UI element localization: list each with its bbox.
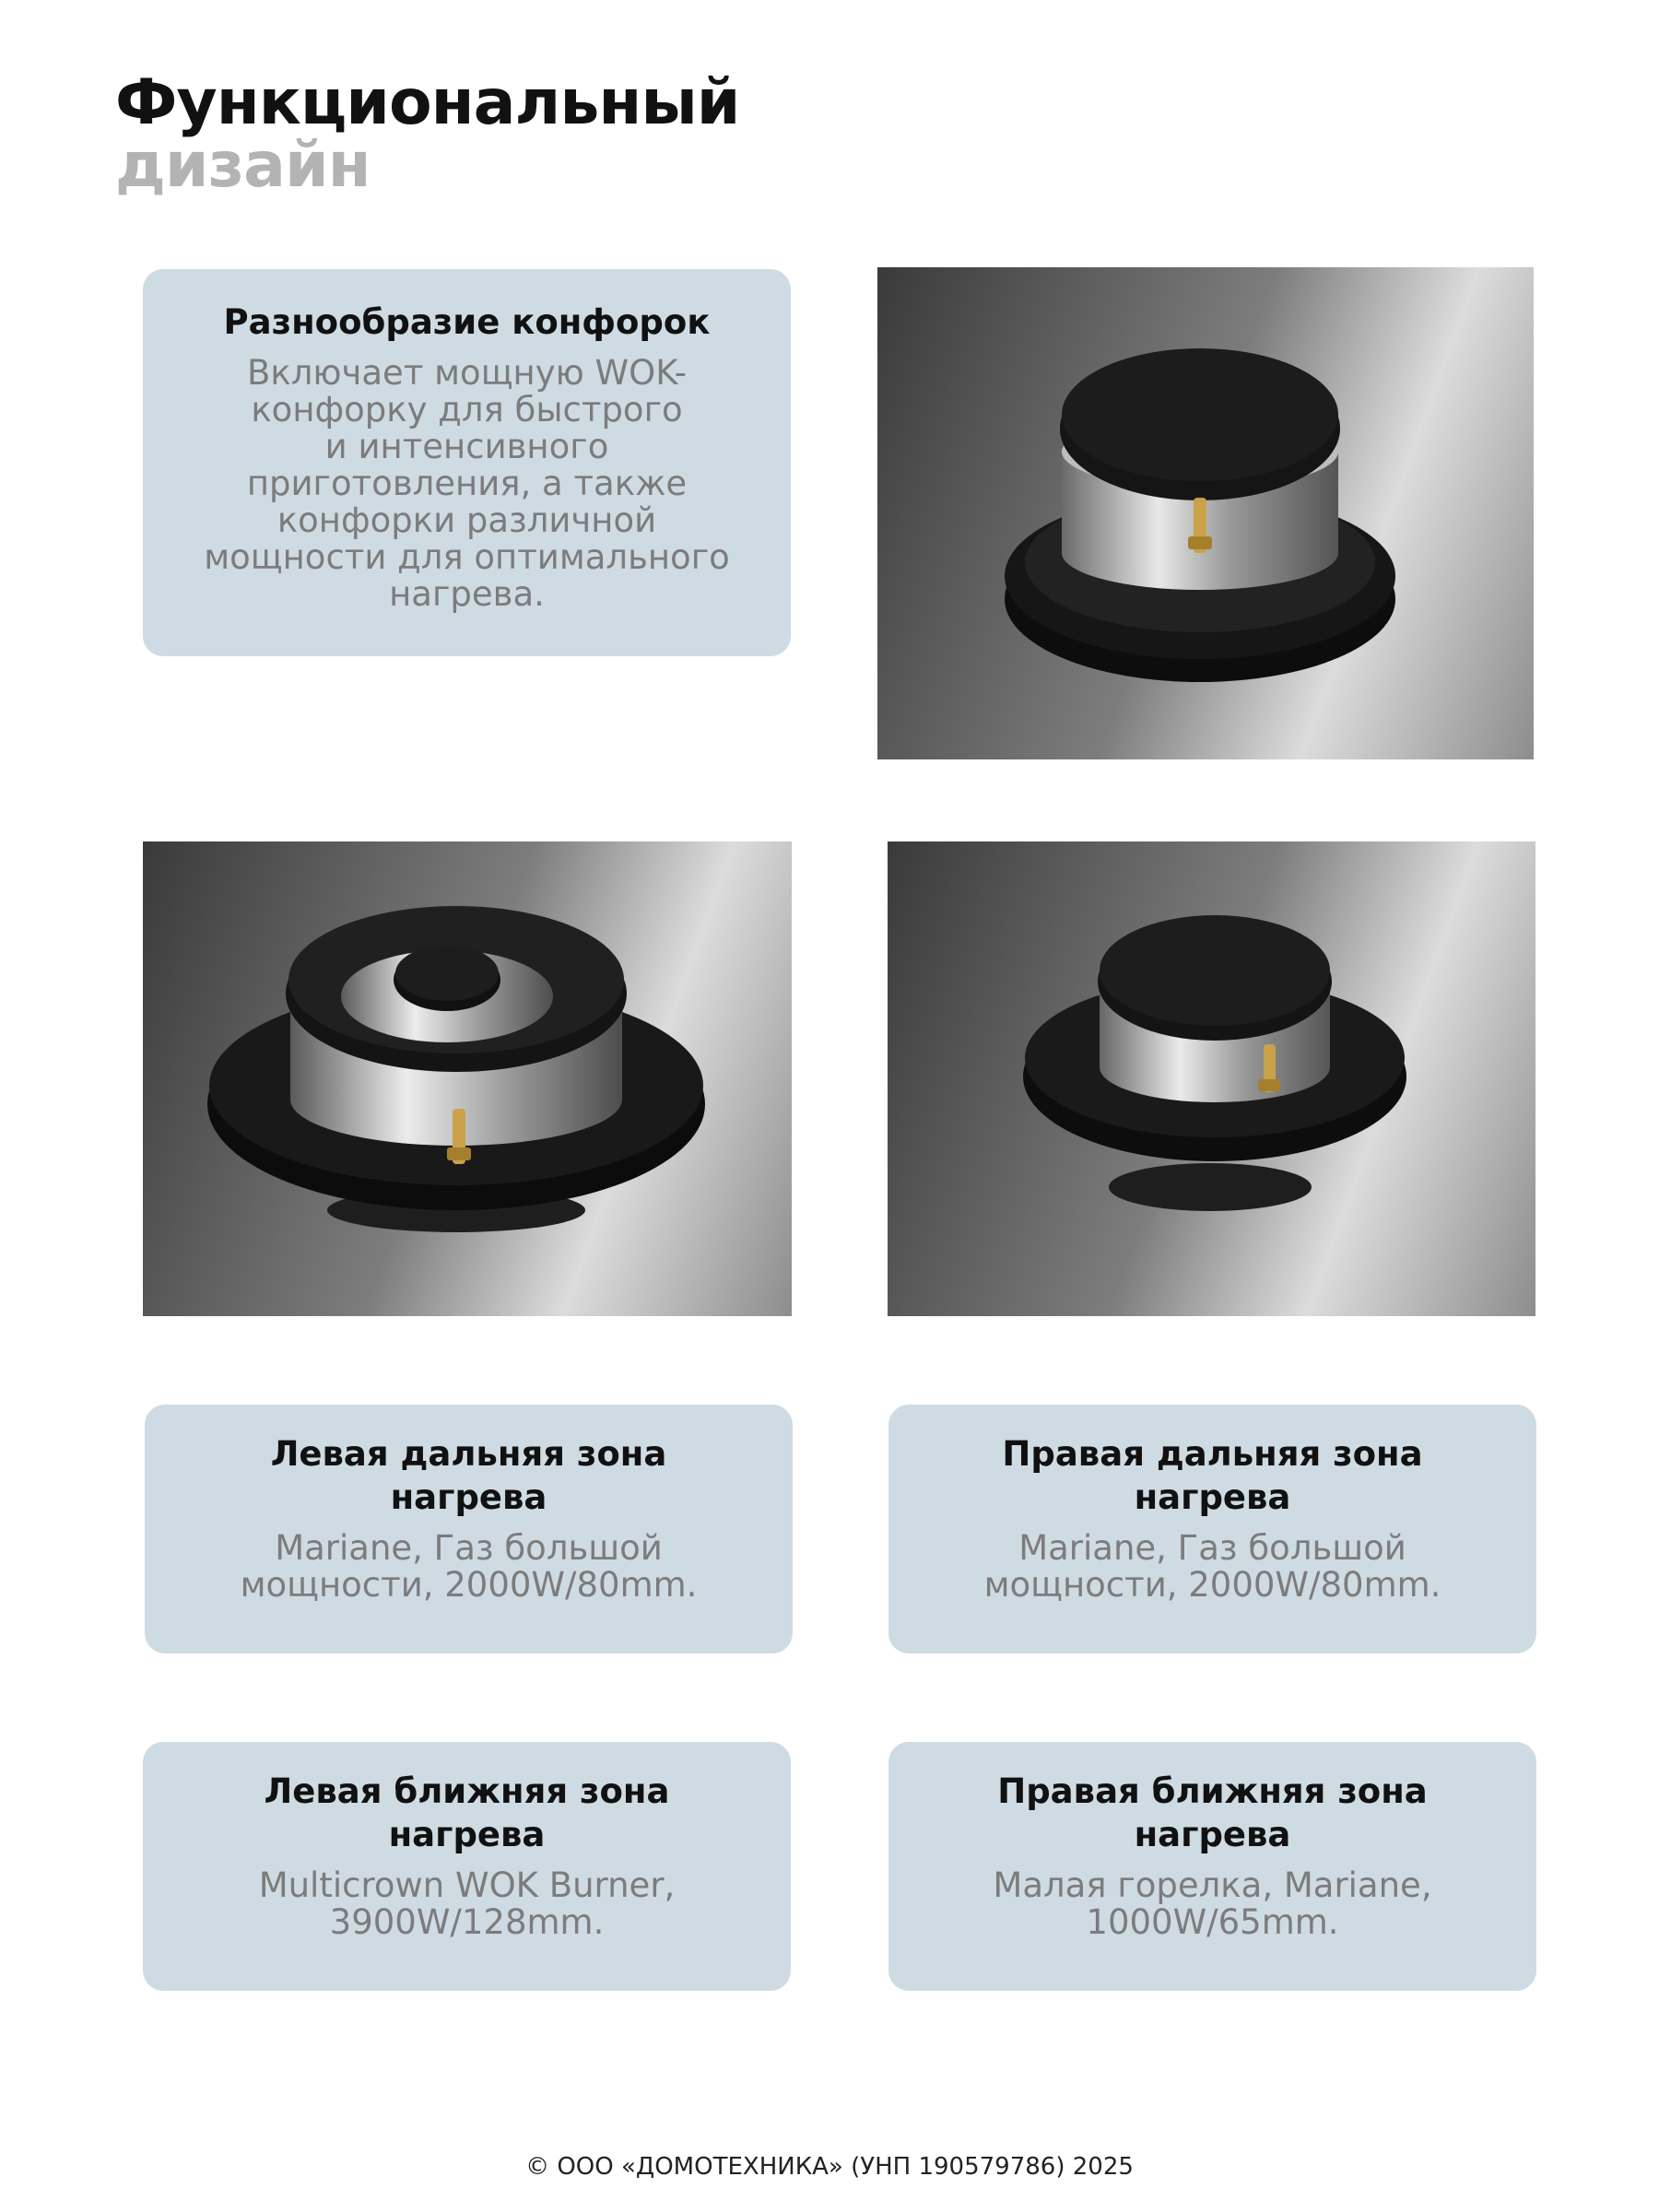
zone-title-line: Правая дальняя зона	[1002, 1434, 1423, 1474]
burner-large-photo	[877, 267, 1534, 759]
zone-description-line: Multicrown WOK Burner,	[258, 1865, 676, 1905]
zone-title	[161, 1770, 772, 1856]
intro-line: и интенсивного	[324, 427, 609, 466]
zone-card-left-near	[143, 1742, 791, 1991]
burner-small-photo	[888, 841, 1535, 1316]
intro-line: конфорки различной	[276, 500, 657, 540]
zone-title-line: Левая дальняя зона	[270, 1434, 667, 1474]
zone-description-line: Mariane, Газ большой	[1018, 1528, 1406, 1568]
zone-card-right-near	[888, 1742, 1536, 1991]
gas-burner-icon	[877, 267, 1534, 759]
intro-card-heading: Разнообразие конфорок	[223, 302, 711, 342]
zone-description	[163, 1530, 774, 1604]
zone-title-line: нагрева	[1134, 1477, 1291, 1517]
wok-burner-icon	[143, 841, 792, 1316]
zone-description-line: Малая горелка, Mariane,	[993, 1865, 1432, 1905]
intro-line: Включает мощную WOK-	[247, 353, 687, 393]
page-title	[115, 66, 740, 202]
intro-line: мощности для оптимального	[204, 537, 730, 577]
intro-line: приготовления, а также	[246, 464, 688, 503]
zone-title-line: Правая ближняя зона	[997, 1771, 1428, 1811]
zone-title-line: нагрева	[388, 1815, 546, 1854]
zone-description	[907, 1867, 1518, 1941]
zone-title-line: Левая ближняя зона	[264, 1771, 670, 1811]
zone-description-line: мощности, 2000W/80mm.	[983, 1565, 1441, 1605]
zone-description-line: мощности, 2000W/80mm.	[240, 1565, 698, 1605]
page-title-line1: Функциональный	[115, 66, 740, 139]
footer-copyright: © ООО «ДОМОТЕХНИКА» (УНП 190579786) 2025	[525, 2153, 1134, 2181]
gas-burner-icon	[888, 841, 1535, 1316]
zone-title	[907, 1432, 1518, 1519]
zone-description-line: Mariane, Газ большой	[275, 1528, 663, 1568]
zone-description-line: 1000W/65mm.	[1086, 1902, 1339, 1942]
intro-card-text	[171, 355, 763, 613]
zone-card-right-far	[888, 1405, 1536, 1653]
zone-title	[907, 1770, 1518, 1856]
intro-line: конфорку для быстрого	[251, 390, 683, 429]
burner-wok-photo	[143, 841, 792, 1316]
zone-title-line: нагрева	[1134, 1815, 1291, 1854]
zone-title-line: нагрева	[390, 1477, 547, 1517]
zone-description	[907, 1530, 1518, 1604]
page-title-line2: дизайн	[115, 129, 371, 202]
intro-card	[143, 269, 791, 656]
zone-card-left-far	[145, 1405, 793, 1653]
zone-description-line: 3900W/128mm.	[329, 1902, 605, 1942]
zone-title	[163, 1432, 774, 1519]
intro-line: нагрева.	[389, 574, 545, 614]
zone-description	[161, 1867, 772, 1941]
